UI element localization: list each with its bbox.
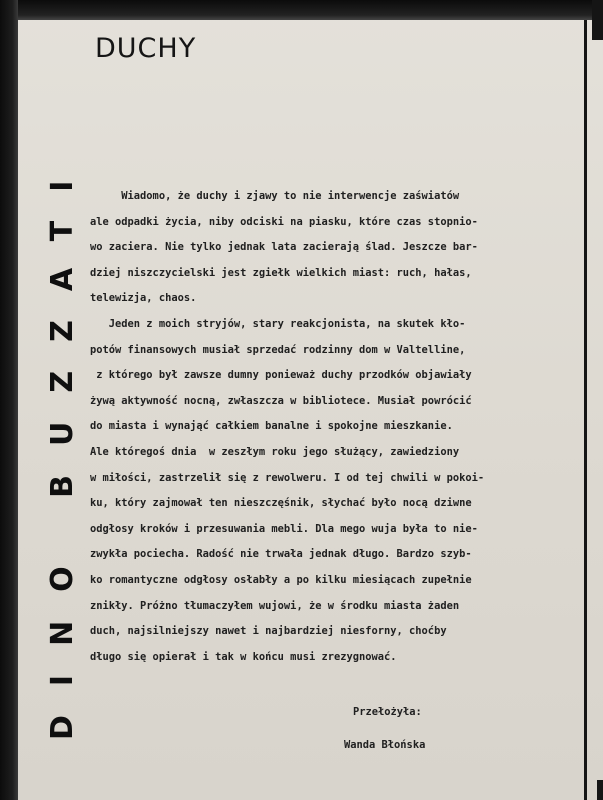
left-border	[0, 0, 18, 800]
body-line: ko romantyczne odgłosy osłabły a po kilku miesiącach zupełnie	[90, 573, 472, 586]
body-line: z którego był zawsze dumny ponieważ duchy przodków objawiały	[90, 369, 472, 382]
body-line: Ale któregoś dnia w zeszłym roku jego służący, zawiedziony	[90, 445, 460, 458]
body-line: wo zaciera. Nie tylko jednak lata zacierają ślad. Jeszcze bar-	[90, 241, 478, 254]
body-line: żywą aktywność nocną, zwłaszcza w bibliotece. Musiał powrócić	[90, 394, 472, 407]
body-line: do miasta i wynająć całkiem banalne i spokojne mieszkanie.	[90, 420, 453, 433]
right-border-top	[592, 0, 603, 40]
body-line: ale odpadki życia, niby odciski na piasku, które czas stopnio-	[90, 215, 478, 228]
body-line: odgłosy kroków i przesuwania mebli. Dla mego wuja była to nie-	[90, 522, 478, 535]
article-body	[90, 184, 584, 670]
body-line: dziej niszczycielski jest zgiełk wielkich miast: ruch, hałas,	[90, 266, 472, 279]
top-border	[0, 0, 603, 20]
right-rule	[584, 20, 587, 800]
body-line: zwykła pociecha. Radość nie trwała jednak długo. Bardzo szyb-	[90, 548, 472, 561]
right-border-bottom	[597, 780, 603, 800]
body-line: znikły. Próżno tłumaczyłem wujowi, że w środku miasta żaden	[90, 599, 460, 612]
body-line: telewizja, chaos.	[90, 292, 197, 305]
body-line: ku, który zajmował ten nieszczęśnik, słychać było nocą dziwne	[90, 497, 472, 510]
page-title: DUCHY	[95, 33, 197, 64]
body-line: potów finansowych musiał sprzedać rodzinny dom w Valtelline,	[90, 343, 466, 356]
body-line: Jeden z moich stryjów, stary reakcjonista, na skutek kło-	[90, 317, 466, 330]
author-name-vertical: DINO BUZZATI	[45, 151, 80, 740]
body-line: długo się opierał i tak w końcu musi zrezygnować.	[90, 650, 397, 663]
body-line: w miłości, zastrzelił się z rewolweru. I od tej chwili w pokoi-	[90, 471, 485, 484]
translator-label: Przełożyła:	[353, 706, 422, 718]
body-line: duch, najsilniejszy nawet i najbardziej niesforny, choćby	[90, 625, 447, 638]
body-line: Wiadomo, że duchy i zjawy to nie interwencje zaświatów	[90, 190, 460, 202]
translator-name: Wanda Błońska	[344, 739, 426, 751]
